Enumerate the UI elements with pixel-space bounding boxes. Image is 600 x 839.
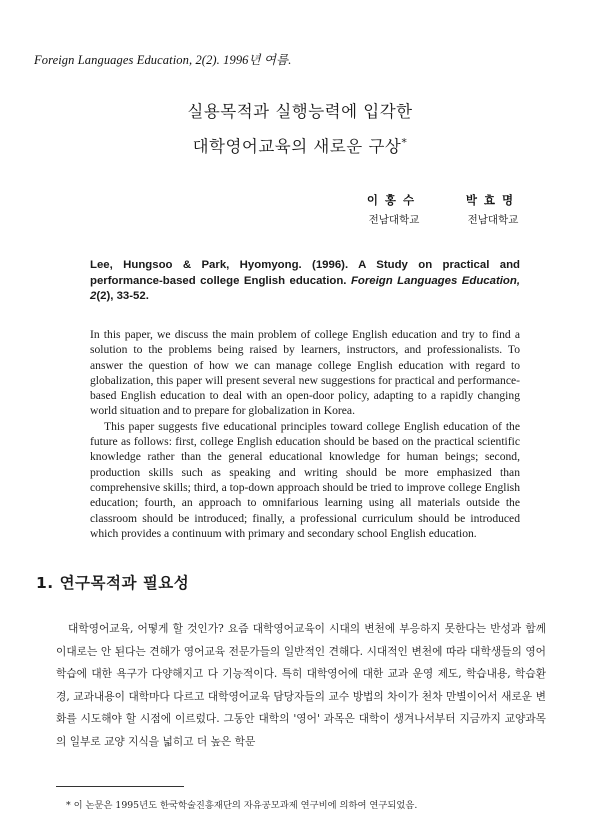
author-2-affiliation: 전남대학교 — [467, 214, 519, 226]
footnote-divider — [56, 786, 184, 787]
body-text — [56, 618, 546, 754]
author-1-name: 이홍수 — [366, 193, 422, 207]
citation-issue-pages: (2), 33-52. — [96, 290, 149, 302]
citation — [90, 258, 520, 305]
title-line-1 — [0, 96, 600, 127]
abstract-paragraph-1: In this paper, we discuss the main problem of college English education and try to find a solution to the problems being raised by learners, instructors, and professionalists. To answer the question of how we can manage college English education with regard to globalization, this paper will present several new suggestions for practical and performance-based English education to deal with an open-door policy, adapting to a rapidly changing world situation and to prepare for globalization in Korea. — [90, 328, 520, 418]
author-2-name: 박효명 — [465, 193, 521, 207]
abstract — [90, 327, 520, 541]
title-line-1-text: 실용목적과 실행능력에 입각한 — [187, 102, 413, 121]
author-1-affiliation: 전남대학교 — [368, 214, 420, 226]
title-footnote-marker: * — [401, 136, 408, 149]
title-line-2-text: 대학영어교육의 새로운 구상 — [192, 137, 402, 156]
title-line-2 — [0, 127, 600, 162]
abstract-paragraph-2: This paper suggests five educational principles toward college English education of the future as follows: first, college English education should be based on the practical scientific knowledge rather than the general educational knowledge for human beings; second, production skills such as speaking and writing should be more emphasized than comprehensive skills; third, a top-down approach should be tried to improve college English education; fourth, an approach to omnifarious learning using all materials outside the classroom should be introduced; finally, a professional curriculum should be introduced which provides a continuum with primary and secondary school English education. — [90, 419, 520, 540]
author-1 — [362, 190, 426, 230]
section-heading: 1. 연구목적과 필요성 — [36, 574, 190, 592]
paper-title — [0, 96, 600, 162]
journal-header: Foreign Languages Education, 2(2). 1996년 여름. — [34, 53, 292, 67]
citation-journal: Foreign Languages Education, 2 — [90, 274, 520, 302]
citation-authors-title: Lee, Hungsoo & Park, Hyomyong. (1996). A Study on practical and performance-based college English education. — [90, 259, 520, 287]
author-2 — [458, 190, 528, 230]
footnote: * 이 논문은 1995년도 한국학술진흥재단의 자유공모과제 연구비에 의하여 연구되었음. — [66, 800, 418, 811]
body-paragraph: 대학영어교육, 어떻게 할 것인가? 요즘 대학영어교육이 시대의 변천에 부응하지 못한다는 반성과 함께 이대로는 안 된다는 견해가 영어교육 전문가들의 일반적인 견해다. 시대적인 변천에 따라 대학생들의 영어 학습에 대한 욕구가 다양해지고 다 기능적이다. 특히 대학영어에 대한 교과 운영 제도, 학습내용, 학습환경, 교과내용이 대학마다 다르고 대학영어교육 담당자들의 교수 방법의 차이가 천차 만별이어서 새로운 변화를 시도해야 할 시점에 이르렀다. 그동안 대학의 '영어' 과목은 대학이 생겨나서부터 지금까지 교양과목의 일부로 교양 지식을 넓히고 더 높은 학문 — [56, 622, 546, 748]
